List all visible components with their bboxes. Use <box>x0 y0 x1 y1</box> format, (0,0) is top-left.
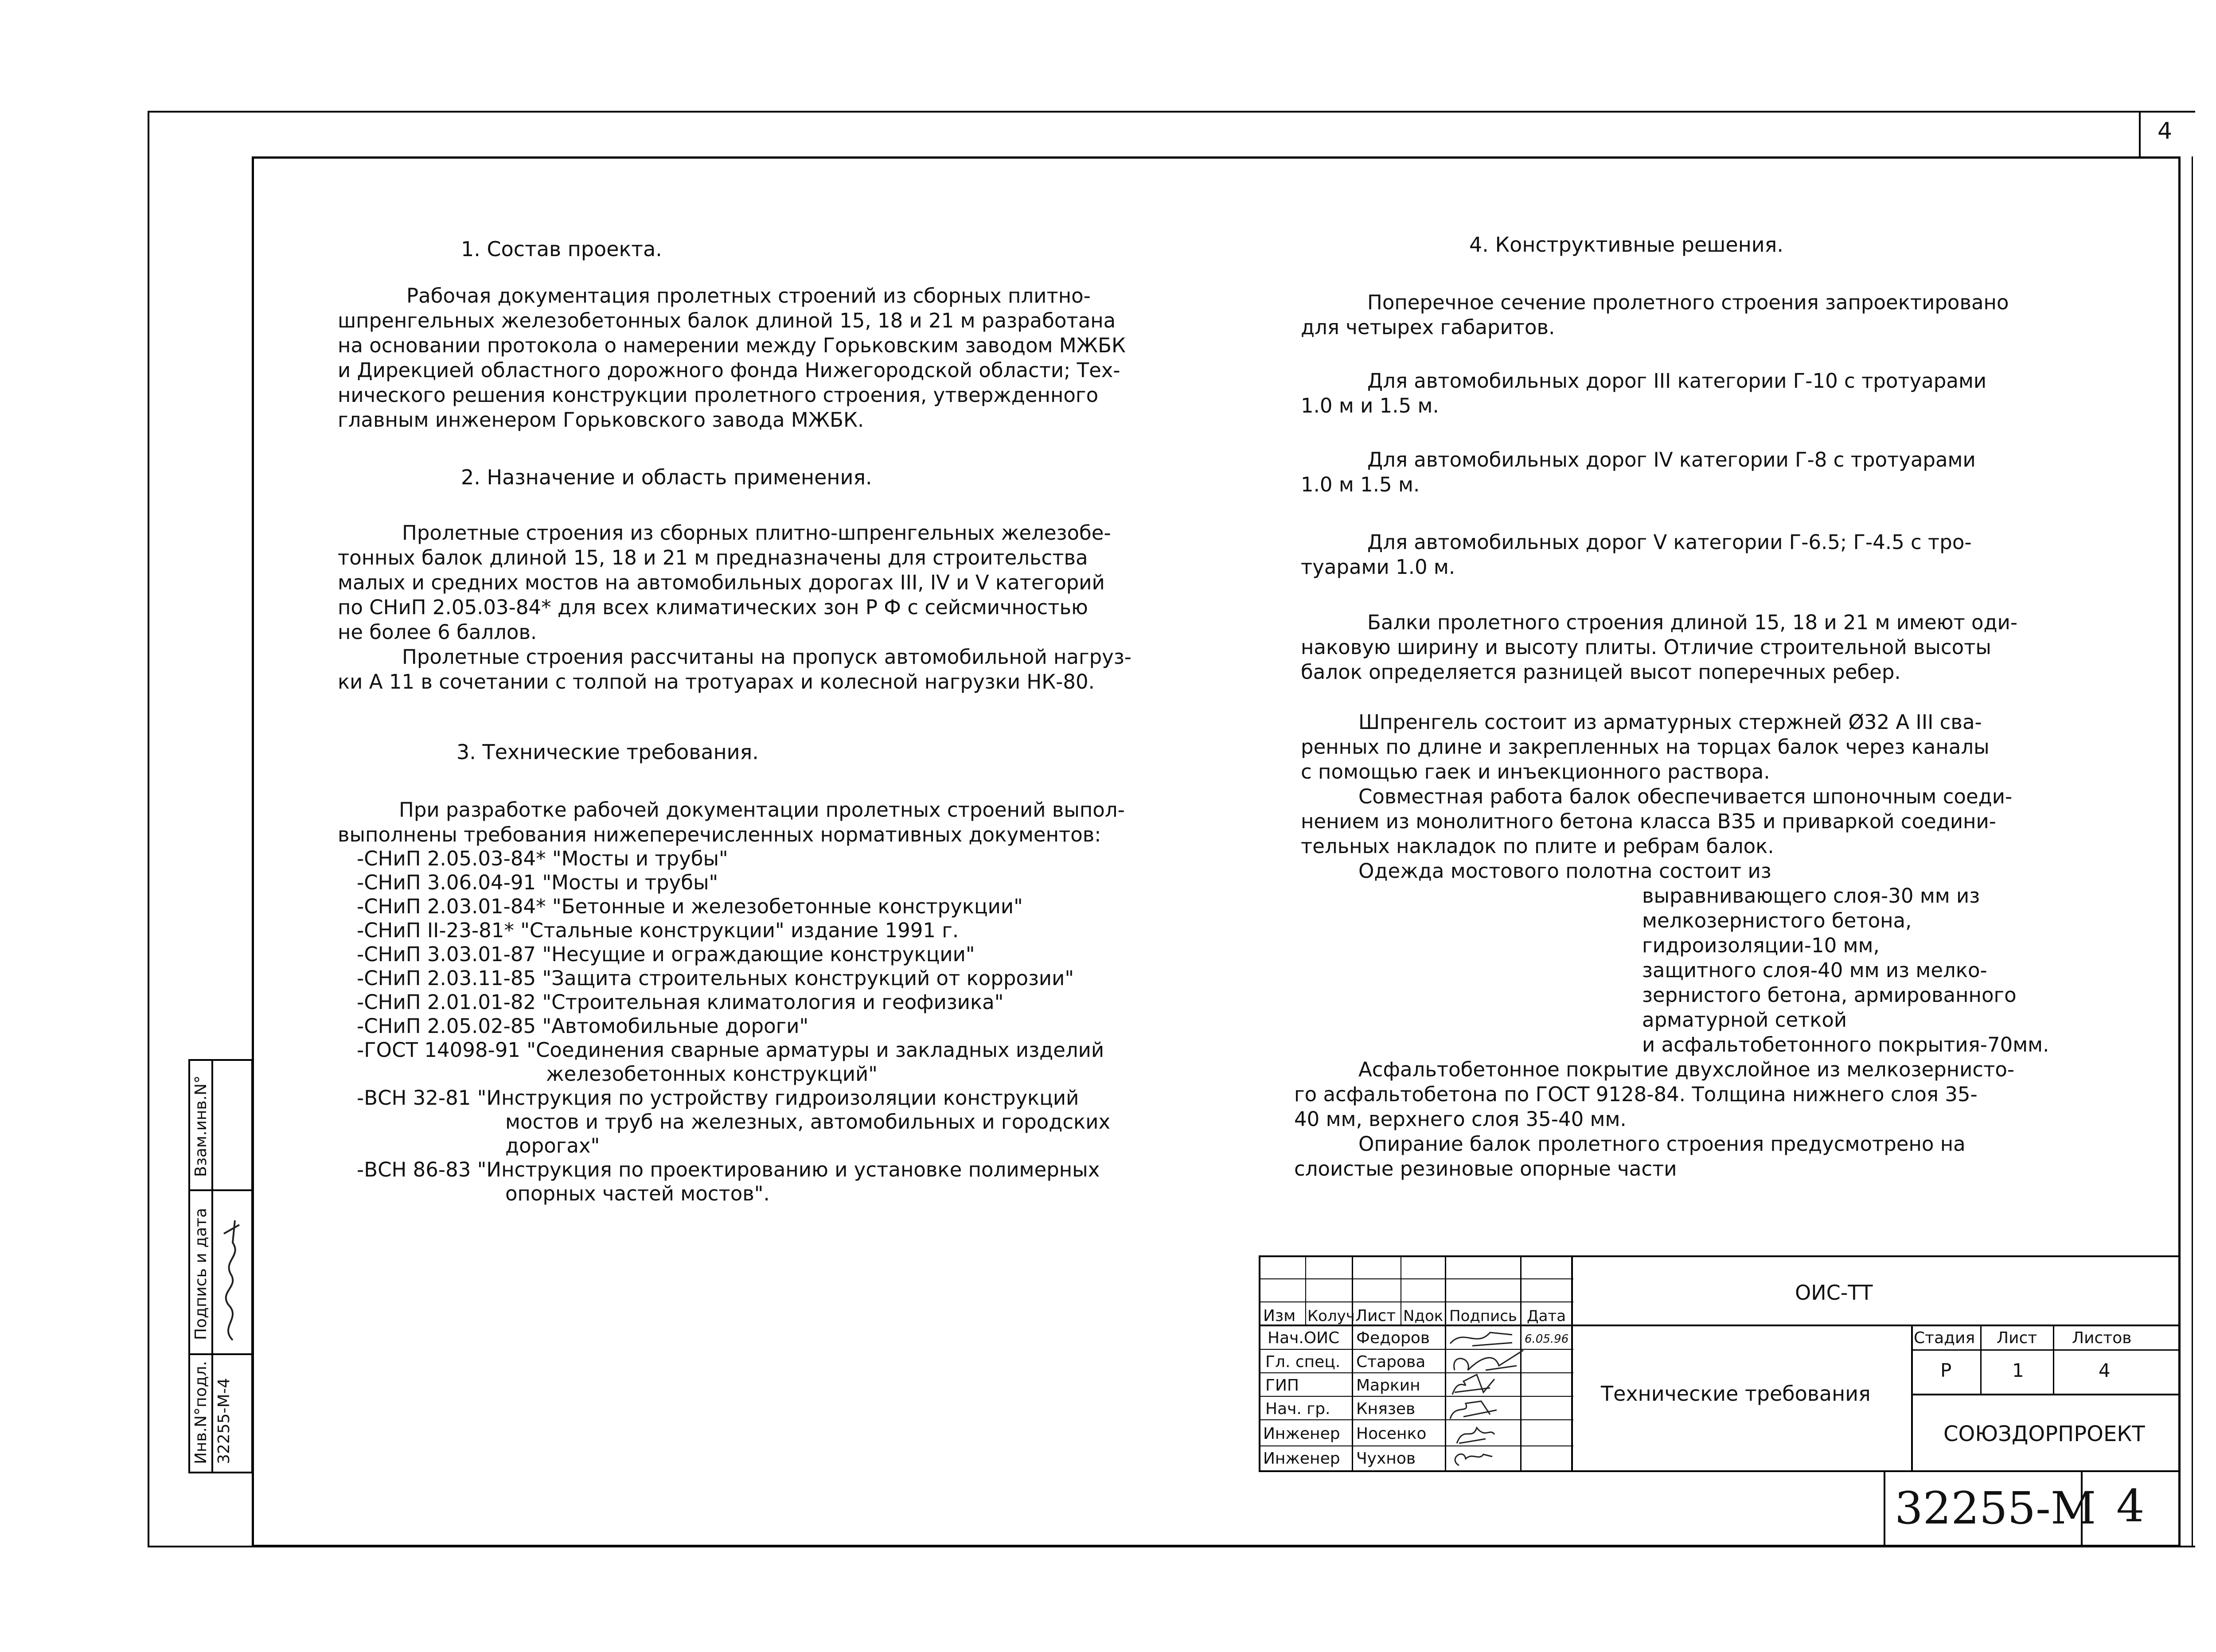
s4-line-3: Для автомобильных дорог III категории Г-10 с тротуарами <box>1367 369 1987 393</box>
s2-line-3: малых и средних мостов на автомобильных дорогах III, IV и V категорий <box>338 571 1105 594</box>
name-2: Старова <box>1356 1353 1426 1371</box>
s3-line-7: -СНиП 3.03.01-87 "Несущие и ограждающие конструкции" <box>357 943 975 966</box>
page-number: 4 <box>2116 1480 2145 1532</box>
s4-line-22: защитного слоя-40 мм из мелко- <box>1642 958 1987 982</box>
s4-line-17: тельных накладок по плите и ребрам балок. <box>1301 834 1774 858</box>
s4-line-25: и асфальтобетонного покрытия-70мм. <box>1642 1033 2049 1056</box>
s4-line-14: с помощью гаек и инъекционного раствора. <box>1301 760 1770 783</box>
s4-line-10: наковую ширину и высоту плиты. Отличие строительной высоты <box>1301 635 1991 659</box>
role-4: Нач. гр. <box>1265 1400 1330 1418</box>
role-2: Гл. спец. <box>1265 1353 1341 1371</box>
page-box-left <box>2139 112 2141 158</box>
name-5: Носенко <box>1356 1425 1427 1443</box>
name-6: Чухнов <box>1356 1449 1416 1468</box>
hdr-podpis: Подпись <box>1449 1307 1517 1325</box>
org-name: СОЮЗДОРПРОЕКТ <box>1943 1422 2145 1446</box>
s2-line-5: не более 6 баллов. <box>338 620 537 644</box>
s3-line-1: При разработке рабочей документации пролетных строений выпол- <box>399 798 1125 822</box>
inner-frame-bottom <box>252 1545 2181 1547</box>
s4-line-18: Одежда мостового полотна состоит из <box>1358 859 1771 883</box>
hdr-list: Лист <box>1355 1307 1396 1325</box>
doc-title: Технические требования <box>1601 1382 1871 1406</box>
s3-line-10: -СНиП 2.05.02-85 "Автомобильные дороги" <box>357 1014 809 1038</box>
sheets-label: Листов <box>2072 1329 2132 1347</box>
s4-line-5: Для автомобильных дорог IV категории Г-8 с тротуарами <box>1367 448 1976 471</box>
page-number-top: 4 <box>2157 118 2173 144</box>
s4-line-26: Асфальтобетонное покрытие двухслойное из мелкозернисто- <box>1358 1058 2015 1081</box>
s3-line-8: -СНиП 2.03.11-85 "Защита строительных конструкций от коррозии" <box>357 966 1074 990</box>
s4-line-6: 1.0 м 1.5 м. <box>1301 473 1420 496</box>
s4-line-20: мелкозернистого бетона, <box>1642 909 1912 932</box>
s4-line-2: для четырех габаритов. <box>1301 316 1555 339</box>
vzam-inv-label: Взам.инв.N° <box>192 1075 210 1177</box>
doc-number: 32255-М <box>1895 1482 2096 1534</box>
inv-value: 32255-М-4 <box>215 1378 233 1464</box>
tb-top <box>1259 1255 2180 1257</box>
s1-line-5: нического решения конструкции пролетного строения, утвержденного <box>338 383 1099 407</box>
s4-line-23: зернистого бетона, армированного <box>1642 983 2017 1007</box>
stage-value: Р <box>1940 1360 1952 1381</box>
s4-line-27: го асфальтобетона по ГОСТ 9128-84. Толщина нижнего слоя 35- <box>1294 1083 1978 1106</box>
name-3: Маркин <box>1356 1376 1420 1395</box>
s3-line-3: -СНиП 2.05.03-84* "Мосты и трубы" <box>357 847 728 870</box>
s3-line-4: -СНиП 3.06.04-91 "Мосты и трубы" <box>357 871 718 894</box>
sheet-value: 1 <box>2012 1360 2024 1381</box>
date-1: 6.05.96 <box>1525 1333 1569 1346</box>
s4-line-29: Опирание балок пролетного строения предусмотрено на <box>1358 1132 1966 1156</box>
signatures <box>1446 1326 1572 1470</box>
s3-line-15: дорогах" <box>505 1134 600 1157</box>
hdr-data: Дата <box>1527 1307 1566 1325</box>
s3-line-12: железобетонных конструкций" <box>546 1062 878 1086</box>
s4-line-9: Балки пролетного строения длиной 15, 18 и 21 м имеют оди- <box>1367 611 2018 634</box>
s4-line-7: Для автомобильных дорог V категории Г-6.5; Г-4.5 с тро- <box>1367 530 1972 554</box>
s4-line-21: гидроизоляции-10 мм, <box>1642 934 1880 957</box>
s3-line-5: -СНиП 2.03.01-84* "Бетонные и железобетонные конструкции" <box>357 895 1023 918</box>
s2-line-2: тонных балок длиной 15, 18 и 21 м предназначены для строительства <box>338 546 1088 569</box>
s4-line-4: 1.0 м и 1.5 м. <box>1301 394 1439 417</box>
section-2-title: 2. Назначение и область применения. <box>461 465 872 489</box>
role-6: Инженер <box>1263 1449 1340 1468</box>
s4-line-30: слоистые резиновые опорные части <box>1294 1157 1677 1181</box>
s4-line-24: арматурной сеткой <box>1642 1008 1847 1032</box>
outer-frame-left <box>148 111 149 1547</box>
hdr-izm: Изм <box>1263 1307 1296 1325</box>
hdr-koluch: Колуч <box>1307 1307 1355 1325</box>
tb-bottom <box>1259 1470 2017 1472</box>
side-signature <box>215 1194 246 1344</box>
doc-code: ОИС-ТТ <box>1795 1281 1873 1305</box>
name-1: Федоров <box>1356 1329 1430 1347</box>
s2-line-1: Пролетные строения из сборных плитно-шпренгельных железобе- <box>402 521 1111 545</box>
inv-label: Инв.N°подл. <box>192 1361 210 1464</box>
s4-line-15: Совместная работа балок обеспечивается шпоночным соеди- <box>1358 785 2013 808</box>
s4-line-11: балок определяется разницей высот поперечных ребер. <box>1301 660 1901 684</box>
s3-line-11: -ГОСТ 14098-91 "Соединения сварные арматуры и закладных изделий <box>357 1038 1104 1062</box>
outer-frame-top <box>148 111 2195 113</box>
s1-line-2: шпренгельных железобетонных балок длиной 15, 18 и 21 м разработана <box>338 309 1116 332</box>
s4-line-12: Шпренгель состоит из арматурных стержней Ø32 А III сва- <box>1358 710 1982 734</box>
section-3-title: 3. Технические требования. <box>456 740 759 764</box>
sign-date-label: Подпись и дата <box>192 1208 210 1340</box>
s2-line-6: Пролетные строения рассчитаны на пропуск автомобильной нагруз- <box>402 645 1132 669</box>
s3-line-13: -ВСН 32-81 "Инструкция по устройству гидроизоляции конструкций <box>357 1086 1079 1110</box>
s1-line-6: главным инженером Горьковского завода МЖБК. <box>338 408 864 432</box>
s4-line-28: 40 мм, верхнего слоя 35-40 мм. <box>1294 1107 1627 1131</box>
section-4-title: 4. Конструктивные решения. <box>1469 233 1783 257</box>
role-5: Инженер <box>1263 1425 1340 1443</box>
s1-line-1: Рабочая документация пролетных строений из сборных плитно- <box>406 284 1091 308</box>
name-4: Князев <box>1356 1400 1416 1418</box>
inner-frame-top <box>252 156 2180 159</box>
role-3: ГИП <box>1265 1376 1299 1395</box>
s4-line-8: туарами 1.0 м. <box>1301 555 1455 579</box>
tb-left <box>1259 1255 1260 1472</box>
side-stamp <box>188 1059 253 1473</box>
s4-line-13: ренных по длине и закрепленных на торцах балок через каналы <box>1301 735 1990 759</box>
s2-line-4: по СНиП 2.05.03-84* для всех климатических зон Р Ф с сейсмичностью <box>338 596 1088 619</box>
section-1-title: 1. Состав проекта. <box>461 237 662 261</box>
inner-frame-right-2 <box>2192 156 2193 1547</box>
s1-line-4: и Дирекцией областного дорожного фонда Нижегородской области; Тех- <box>338 358 1120 382</box>
s4-line-16: нением из монолитного бетона класса В35 и приваркой соедини- <box>1301 810 1997 833</box>
sheet-label: Лист <box>1997 1329 2037 1347</box>
s4-line-1: Поперечное сечение пролетного строения запроектировано <box>1367 291 2009 314</box>
sheets-value: 4 <box>2099 1360 2111 1381</box>
s4-line-19: выравнивающего слоя-30 мм из <box>1642 884 1980 908</box>
stage-label: Стадия <box>1914 1329 1975 1347</box>
s1-line-3: на основании протокола о намерении между Горьковским заводом МЖБК <box>338 334 1126 357</box>
s3-line-16: -ВСН 86-83 "Инструкция по проектированию и установке полимерных <box>357 1158 1100 1181</box>
s2-line-7: ки А 11 в сочетании с толпой на тротуарах и колесной нагрузки НК-80. <box>338 670 1095 694</box>
s3-line-14: мостов и труб на железных, автомобильных и городских <box>505 1110 1111 1134</box>
s3-line-9: -СНиП 2.01.01-82 "Строительная климатология и геофизика" <box>357 990 1004 1014</box>
s3-line-17: опорных частей мостов". <box>505 1182 770 1205</box>
s3-line-6: -СНиП II-23-81* "Стальные конструкции" издание 1991 г. <box>357 919 959 942</box>
role-1: Нач.ОИС <box>1268 1329 1340 1347</box>
s3-line-2: выполнены требования нижеперечисленных нормативных документов: <box>338 823 1101 846</box>
hdr-ndok: Nдок <box>1403 1307 1444 1325</box>
